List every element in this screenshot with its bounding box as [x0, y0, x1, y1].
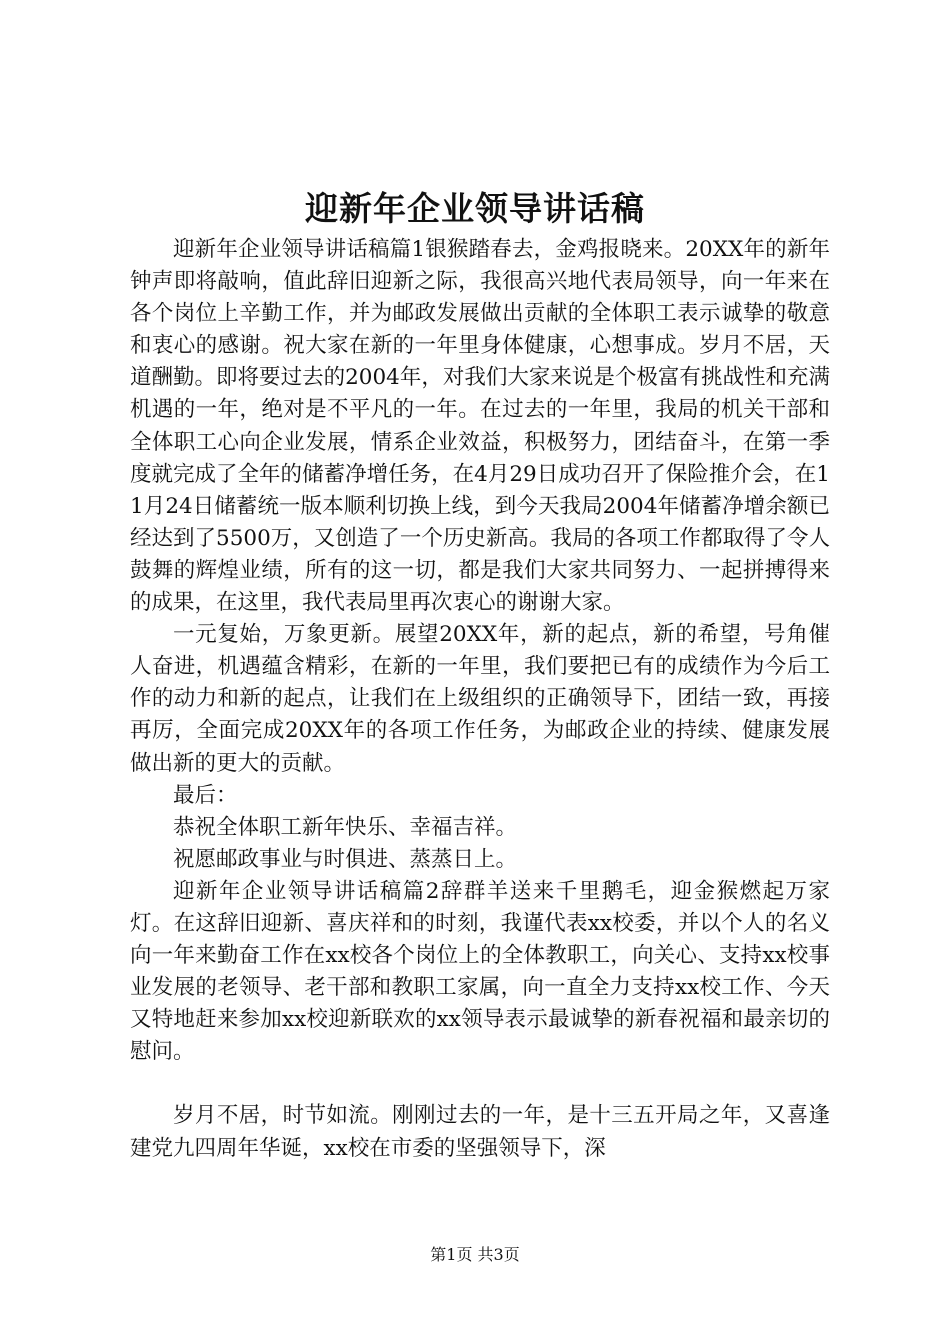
paragraph-spacer	[130, 1068, 830, 1100]
page-footer: 第1页 共3页	[430, 1245, 520, 1264]
document-body	[130, 234, 830, 1165]
paragraph-wish-2: 祝愿邮政事业与时俱进、蒸蒸日上。	[173, 846, 518, 872]
paragraph-2: 一元复始，万象更新。展望20XX年，新的起点，新的希望，号角催人奋进，机遇蕴含精彩，在新的一年里，我们要把已有的成绩作为今后工作的动力和新的起点，让我们在上级组织的正确领导下，团结一致，再接再厉，全面完成20XX年的各项工作任务，为邮政企业的持续、健康发展做出新的更大的贡献。	[130, 622, 830, 776]
paragraph-1: 迎新年企业领导讲话稿篇1银猴踏春去，金鸡报晓来。20XX年的新年钟声即将敲响，值此辞旧迎新之际，我很高兴地代表局领导，向一年来在各个岗位上辛勤工作，并为邮政发展做出贡献的全体职工表示诚挚的敬意和衷心的感谢。祝大家在新的一年里身体健康，心想事成。岁月不居，天道酬勤。即将要过去的2004年，对我们大家来说是个极富有挑战性和充满机遇的一年，绝对是不平凡的一年。在过去的一年里，我局的机关干部和全体职工心向企业发展，情系企业效益，积极努力，团结奋斗，在第一季度就完成了全年的储蓄净增任务，在4月29日成功召开了保险推介会，在11月24日储蓄统一版本顺利切换上线，到今天我局2004年储蓄净增余额已经达到了5500万，又创造了一个历史新高。我局的各项工作都取得了令人鼓舞的辉煌业绩，所有的这一切，都是我们大家共同努力、一起拼搏得来的成果，在这里，我代表局里再次衷心的谢谢大家。	[130, 237, 830, 616]
paragraph-closing-label: 最后：	[173, 782, 238, 808]
paragraph-3: 迎新年企业领导讲话稿篇2辞群羊送来千里鹅毛，迎金猴燃起万家灯。在这辞旧迎新、喜庆祥和的时刻，我谨代表xx校委，并以个人的名义向一年来勤奋工作在xx校各个岗位上的全体教职工，向关心、支持xx校事业发展的老领导、老干部和教职工家属，向一直全力支持xx校工作、今天又特地赶来参加xx校迎新联欢的xx领导表示最诚挚的新春祝福和最亲切的慰问。	[130, 878, 830, 1065]
paragraph-wish-1: 恭祝全体职工新年快乐、幸福吉祥。	[173, 814, 518, 840]
paragraph-4: 岁月不居，时节如流。刚刚过去的一年，是十三五开局之年，又喜逢建党九四周年华诞，xx校在市委的坚强领导下，深	[130, 1103, 830, 1161]
document-title: 迎新年企业领导讲话稿	[305, 189, 645, 228]
